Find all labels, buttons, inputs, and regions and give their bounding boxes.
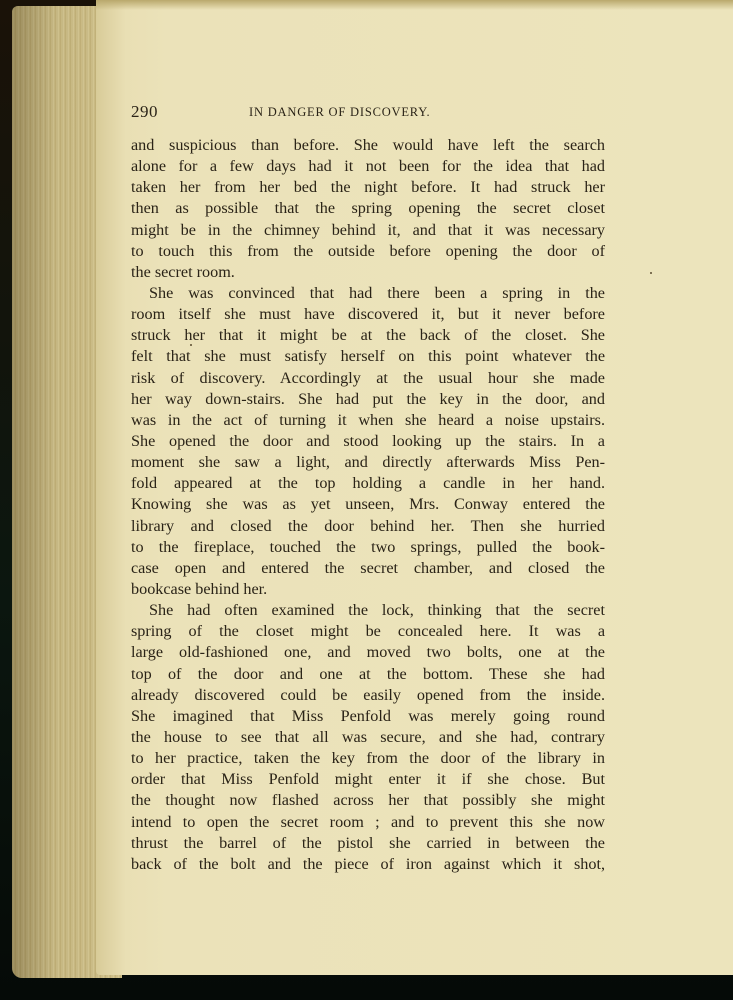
text-line: her way down-stairs. She had put the key in the door, and — [131, 389, 605, 408]
text-line: the house to see that all was secure, and she had, contrary — [131, 727, 605, 746]
text-line: She had often examined the lock, thinking that the secret — [149, 601, 605, 620]
paragraph — [131, 135, 605, 283]
text-line: case open and entered the secret chamber, and closed the — [131, 558, 605, 577]
text-line: Knowing she was as yet unseen, Mrs. Conway entered the — [131, 495, 605, 514]
text-line: She opened the door and stood looking up the stairs. In a — [131, 431, 605, 450]
page-number: 290 — [131, 102, 158, 121]
paper-speck — [650, 272, 652, 274]
running-title: IN DANGER OF DISCOVERY. — [249, 105, 431, 119]
text-line: back of the bolt and the piece of iron against which it shot, — [131, 854, 605, 873]
text-line: might be in the chimney behind it, and that it was necessary — [131, 220, 605, 239]
text-line: then as possible that the spring opening the secret closet — [131, 199, 605, 218]
text-line: taken her from her bed the night before. It had struck her — [131, 178, 605, 197]
text-line: She was convinced that had there been a spring in the — [149, 283, 605, 302]
text-line: large old-fashioned one, and moved two bolts, one at the — [131, 643, 605, 662]
text-line: was in the act of turning it when she heard a noise upstairs. — [131, 410, 605, 429]
text-line: to her practice, taken the key from the door of the library in — [131, 749, 605, 768]
page-header — [131, 102, 611, 122]
text-line: thrust the barrel of the pistol she carried in between the — [131, 833, 605, 852]
text-line: moment she saw a light, and directly afterwards Miss Pen- — [131, 453, 605, 472]
text-line: and suspicious than before. She would have left the search — [131, 136, 605, 154]
text-line: library and closed the door behind her. Then she hurried — [131, 516, 605, 535]
text-line: the secret room. — [131, 262, 235, 281]
paper-speck — [190, 344, 192, 346]
text-line: She imagined that Miss Penfold was merely going round — [131, 706, 605, 725]
text-line: order that Miss Penfold might enter it if she chose. But — [131, 770, 605, 789]
text-line: struck her that it might be at the back of the closet. She — [131, 326, 605, 345]
text-line: fold appeared at the top holding a candle in her hand. — [131, 474, 605, 493]
text-line: room itself she must have discovered it, but it never before — [131, 305, 605, 324]
text-line: to the fireplace, touched the two springs, pulled the book- — [131, 537, 605, 556]
text-line: felt that she must satisfy herself on this point whatever the — [131, 347, 605, 366]
text-line: top of the door and one at the bottom. These she had — [131, 664, 605, 683]
text-line: bookcase behind her. — [131, 579, 268, 598]
text-line: alone for a few days had it not been for the idea that had — [131, 157, 605, 176]
body-text — [131, 135, 605, 875]
text-line: already discovered could be easily opened from the inside. — [131, 685, 605, 704]
text-line: intend to open the secret room ; and to prevent this she now — [131, 812, 605, 831]
text-line: to touch this from the outside before opening the door of — [131, 241, 605, 260]
text-line: spring of the closet might be concealed here. It was a — [131, 622, 605, 641]
text-line: the thought now flashed across her that possibly she might — [131, 791, 605, 810]
paragraph — [131, 283, 605, 600]
paragraph — [131, 600, 605, 875]
text-line: risk of discovery. Accordingly at the usual hour she made — [131, 368, 605, 387]
